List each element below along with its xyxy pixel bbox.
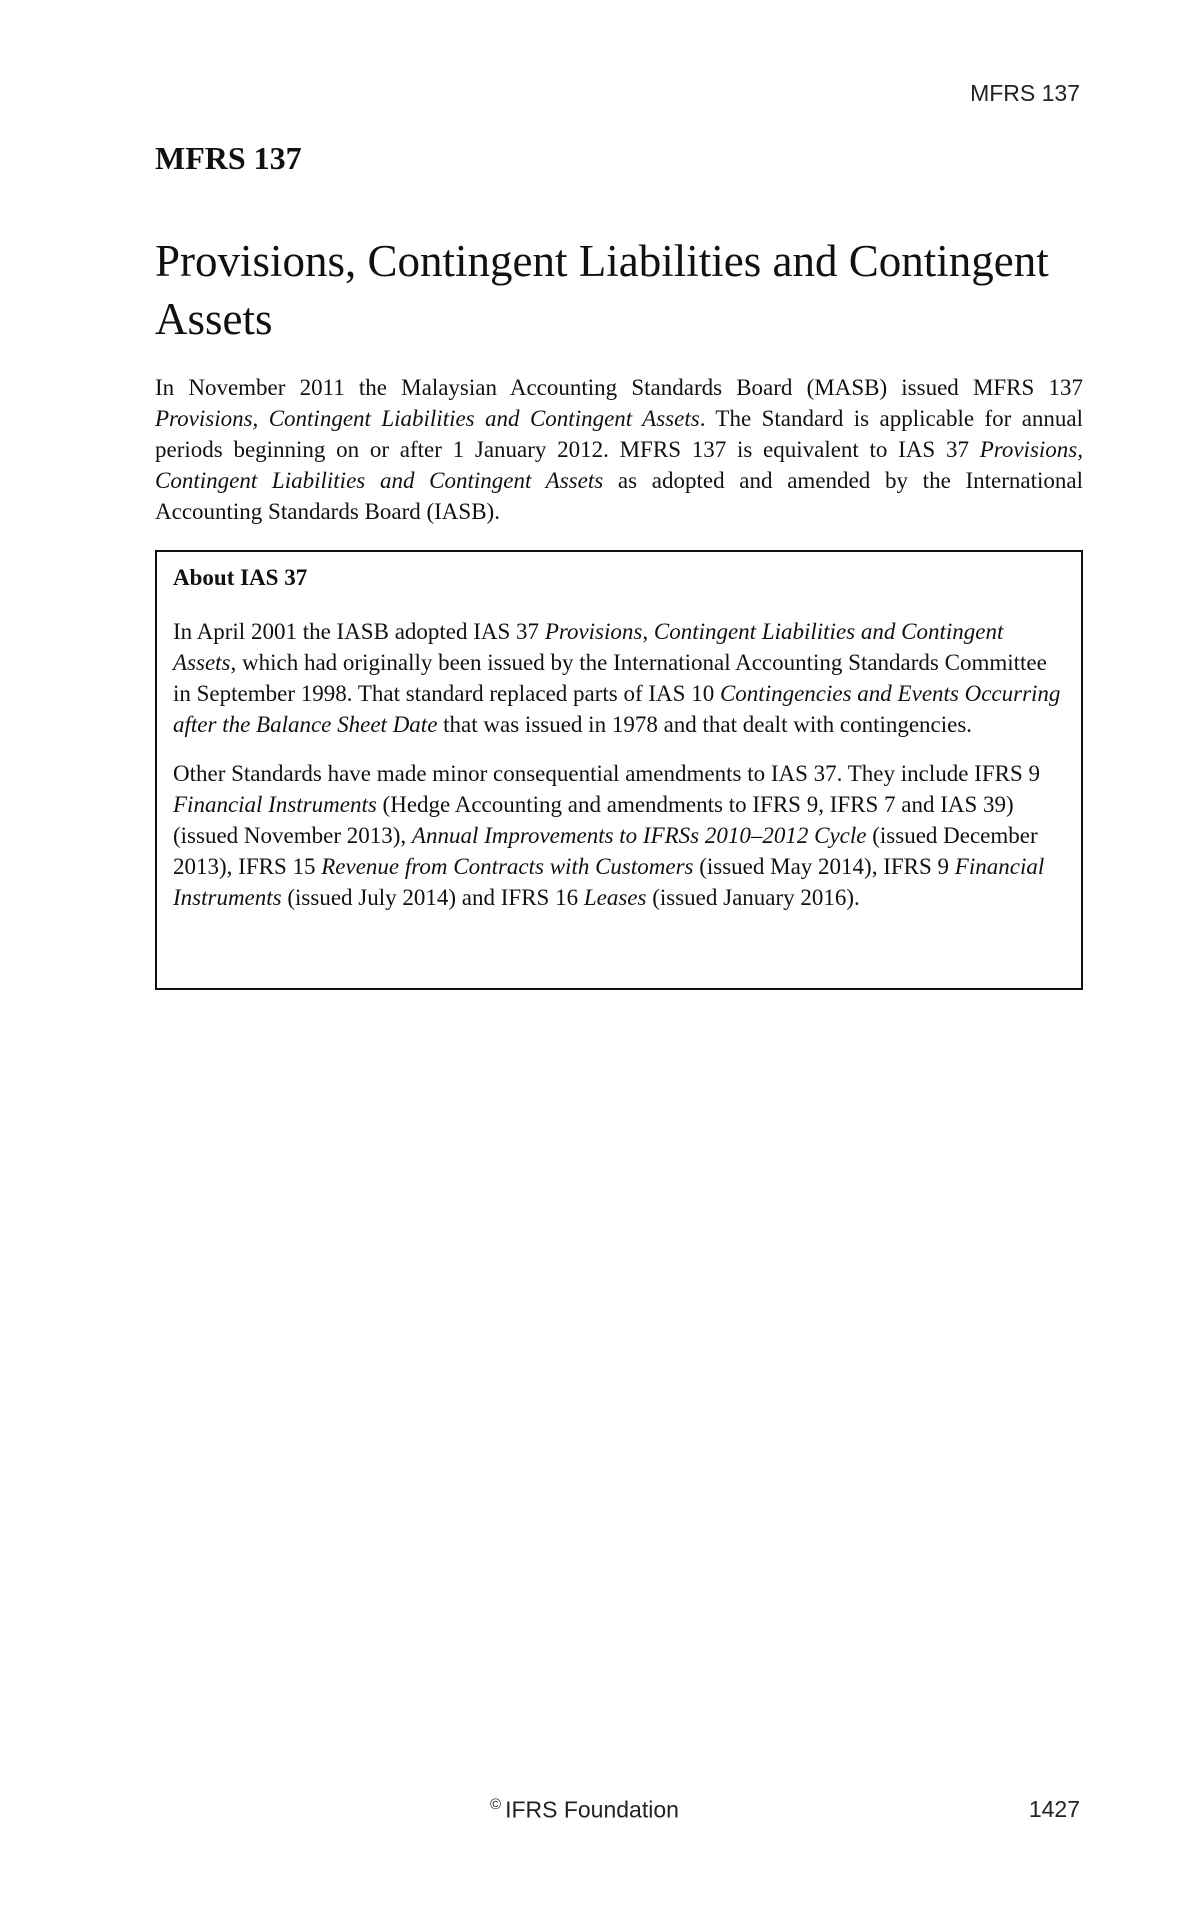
- intro-standard-title: Provisions, Contingent Liabilities and Contingent Assets: [155, 406, 700, 431]
- footer-copyright: [490, 1796, 679, 1824]
- intro-text: In November 2011 the Malaysian Accounting Standards Board (MASB) issued MFRS 137: [155, 375, 1083, 400]
- about-text: Other Standards have made minor consequential amendments to IAS 37. They include IFRS 9: [173, 761, 1041, 786]
- intro-text: as adopted and amended by the International Accounting Standards Board (IASB).: [155, 468, 1083, 524]
- about-text: (issued July 2014) and IFRS 16: [281, 885, 584, 910]
- running-header: MFRS 137: [970, 80, 1080, 106]
- about-text: (issued December 2013), IFRS 15: [173, 823, 1038, 879]
- intro-paragraph: [155, 372, 1083, 527]
- copyright-holder: IFRS Foundation: [505, 1796, 679, 1823]
- about-text: In April 2001 the IASB adopted IAS 37: [173, 619, 545, 644]
- about-box: [155, 550, 1083, 990]
- about-italic-title: Provisions, Contingent Liabilities and Contingent Assets: [173, 619, 1004, 675]
- intro-ias-title: Provisions, Contingent Liabilities and Contingent Assets: [155, 437, 1083, 493]
- about-text: (issued May 2014), IFRS 9: [693, 854, 955, 879]
- about-paragraph-1: [173, 616, 1065, 740]
- standard-code: MFRS 137: [155, 140, 302, 176]
- about-italic-title: Financial Instruments: [173, 854, 1045, 910]
- about-italic-title: Revenue from Contracts with Customers: [321, 854, 694, 879]
- intro-text: . The Standard is applicable for annual periods beginning on or after 1 January 2012. MFRS 137 is equivalent to IAS 37: [155, 406, 1083, 462]
- about-italic-title: Leases: [583, 885, 647, 910]
- standard-title: Provisions, Contingent Liabilities and Contingent Assets: [155, 236, 1049, 344]
- about-text: that was issued in 1978 and that dealt with contingencies.: [437, 712, 973, 737]
- about-text: (Hedge Accounting and amendments to IFRS 9, IFRS 7 and IAS 39) (issued November 2013),: [173, 792, 1014, 848]
- about-heading: About IAS 37: [173, 565, 308, 590]
- about-paragraph-2: [173, 758, 1065, 913]
- about-text: , which had originally been issued by the International Accounting Standards Committee in September 1998. That standard replaced parts of IAS 10: [173, 650, 1047, 706]
- copyright-icon: ©: [490, 1796, 502, 1813]
- about-italic-title: Financial Instruments: [173, 792, 377, 817]
- about-italic-title: Annual Improvements to IFRSs 2010–2012 Cycle: [411, 823, 867, 848]
- page-number: 1427: [1028, 1796, 1080, 1822]
- about-italic-title: Contingencies and Events Occurring after the Balance Sheet Date: [173, 681, 1061, 737]
- about-text: (issued January 2016).: [646, 885, 860, 910]
